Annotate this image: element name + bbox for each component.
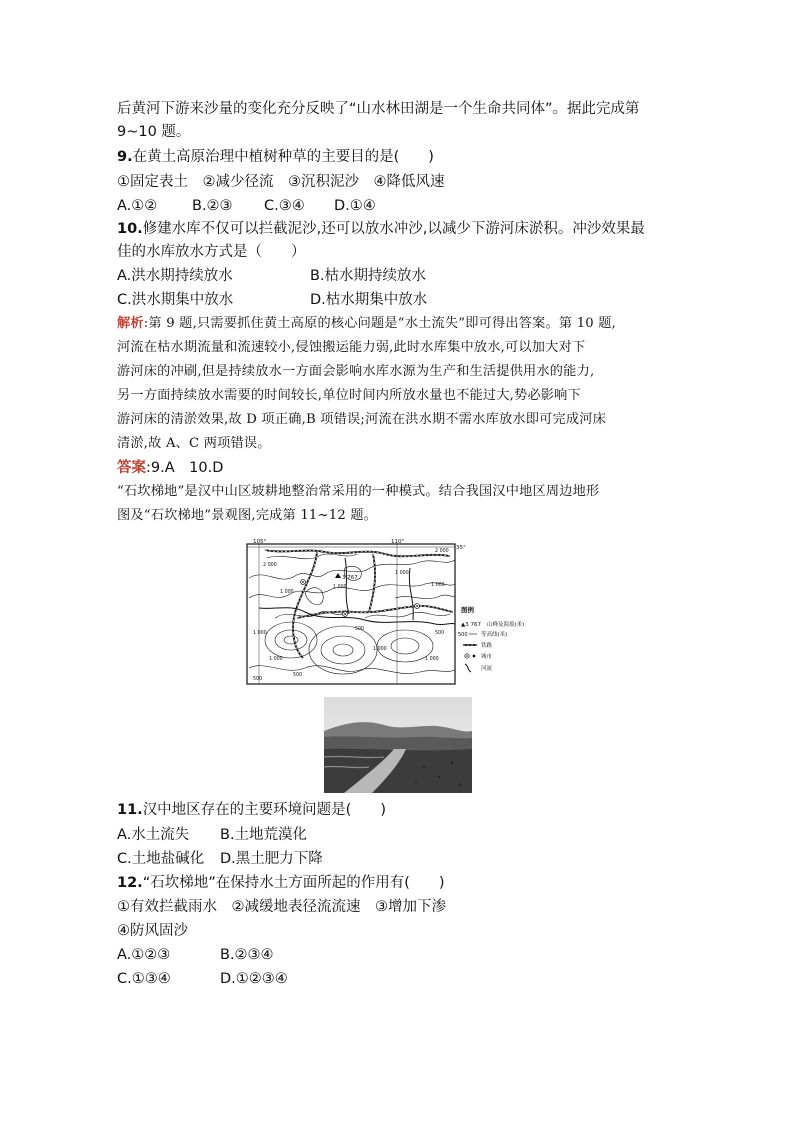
- analysis-label: 解析: [117, 316, 144, 331]
- analysis-line-2: 河流在枯水期流量和流速较小,侵蚀搬运能力弱,此时水库集中放水,可以加大对下: [117, 340, 586, 355]
- option-a: A.洪水期持续放水: [117, 268, 233, 284]
- legend-city: 城市: [481, 654, 493, 660]
- option-c: C.洪水期集中放水: [117, 292, 234, 308]
- question-9-items: ①固定表土 ②减少径流 ③沉积泥沙 ④降低风速: [117, 174, 445, 190]
- question-9-number: 9.: [117, 149, 133, 165]
- option-d: D.黑土肥力下降: [220, 851, 323, 867]
- legend-river-symbol: [465, 664, 471, 672]
- svg-text:2 000: 2 000: [435, 549, 449, 554]
- svg-text:1 000: 1 000: [395, 571, 409, 576]
- map-legend: [458, 605, 524, 672]
- option-d: D.①②③④: [220, 971, 288, 987]
- hanzhong-topographic-map: [245, 538, 525, 686]
- answer-text: :9.A 10.D: [146, 460, 224, 476]
- question-12: [117, 873, 445, 893]
- question-10-options-row-1: [117, 266, 426, 286]
- option-d: D.①④: [334, 198, 376, 214]
- question-9-options: [117, 196, 376, 216]
- legend-river: 河流: [481, 666, 493, 672]
- intro2-line-2: 图及“石坎梯地”景观图,完成第 11~12 题。: [117, 508, 378, 523]
- question-10-options-row-2: [117, 290, 427, 310]
- question-11: [117, 800, 386, 820]
- legend-symbol-contour: 500: [458, 632, 468, 638]
- question-10: [117, 219, 645, 239]
- legend-contour: 等高线(米): [481, 632, 508, 638]
- option-c: C.③④: [264, 198, 305, 214]
- option-a: A.①②: [117, 198, 158, 214]
- legend-railway: 铁路: [481, 643, 493, 649]
- question-12-options-row-1: [117, 945, 274, 965]
- option-b: B.②③: [192, 198, 233, 214]
- question-10-number: 10.: [117, 221, 143, 237]
- lat-label-35: 35°: [456, 545, 466, 551]
- terraced-field-photo: [324, 697, 472, 793]
- option-c: C.土地盐碱化: [117, 851, 205, 867]
- option-b: B.②③④: [220, 947, 274, 963]
- svg-text:1 000: 1 000: [280, 590, 294, 595]
- question-12-stem: “石坎梯地”在保持水土方面所起的作用有( ): [142, 875, 445, 891]
- analysis-line-1: [117, 314, 616, 334]
- intro2-line-1: “石坎梯地”是汉中山区坡耕地整治常采用的一种模式。结合我国汉中地区周边地形: [117, 484, 600, 499]
- legend-title: 图例: [461, 606, 474, 614]
- answer-label: 答案: [117, 460, 146, 476]
- answer-line: [117, 458, 223, 478]
- question-12-items-line-2: ④防风固沙: [117, 923, 188, 939]
- question-10-stem-line-1: 修建水库不仅可以拦截泥沙,还可以放水冲沙,以减少下游河床淤积。冲沙效果最: [142, 221, 645, 237]
- svg-text:1 000: 1 000: [253, 631, 267, 636]
- svg-text:1 000: 1 000: [373, 647, 387, 652]
- question-11-number: 11.: [117, 802, 143, 818]
- svg-text:500: 500: [435, 631, 445, 636]
- option-a: A.水土流失: [117, 827, 190, 843]
- intro-line-2: 9~10 题。: [117, 124, 191, 140]
- question-12-items-line-1: ①有效拦截雨水 ②减缓地表径流流速 ③增加下渗: [117, 899, 446, 915]
- svg-text:500: 500: [293, 673, 303, 678]
- question-11-options-row-1: [117, 825, 307, 845]
- svg-text:500: 500: [253, 677, 263, 682]
- question-12-number: 12.: [117, 875, 143, 891]
- option-b: B.枯水期持续放水: [310, 268, 427, 284]
- legend-symbol-peak: ▲3 767: [461, 622, 481, 628]
- question-9: [117, 147, 434, 167]
- svg-text:500: 500: [355, 627, 365, 632]
- analysis-text-1: :第 9 题,只需要抓住黄土高原的核心问题是“水土流失”即可得出答案。第 10 题,: [143, 316, 617, 331]
- question-10-stem-line-2: 佳的水库放水方式是（ ）: [117, 244, 306, 260]
- svg-text:1 000: 1 000: [333, 585, 347, 590]
- svg-text:1 000: 1 000: [269, 657, 283, 662]
- svg-text:1 000: 1 000: [425, 657, 439, 662]
- peak-label: 3 767: [342, 575, 358, 581]
- analysis-line-4: 另一方面持续放水需要的时间较长,单位时间内所放水量也不能过大,势必影响下: [117, 388, 581, 403]
- option-b: B.土地荒漠化: [220, 827, 308, 843]
- legend-peak: 山峰及海拔(米): [487, 622, 525, 628]
- svg-text:2 000: 2 000: [263, 563, 277, 568]
- option-c: C.①③④: [117, 971, 171, 987]
- question-11-options-row-2: [117, 849, 323, 869]
- analysis-line-5: 游河床的清淤效果,故 D 项正确,B 项错误;河流在洪水期不需水库放水即可完成河床: [117, 412, 607, 427]
- option-d: D.枯水期集中放水: [310, 292, 428, 308]
- analysis-line-6: 清淤,故 A、C 两项错误。: [117, 436, 271, 451]
- lon-label-105: 105°: [253, 539, 267, 545]
- question-9-stem: 在黄土高原治理中植树种草的主要目的是( ): [132, 149, 434, 165]
- question-12-options-row-2: [117, 969, 288, 989]
- intro-line-1: 后黄河下游来沙量的变化充分反映了“山水林田湖是一个生命共同体”。据此完成第: [117, 101, 640, 117]
- analysis-line-3: 游河床的冲刷,但是持续放水一方面会影响水库水源为生产和生活提供用水的能力,: [117, 364, 595, 379]
- question-11-stem: 汉中地区存在的主要环境问题是( ): [142, 802, 386, 818]
- svg-text:1 000: 1 000: [431, 583, 445, 588]
- lon-label-110: 110°: [391, 539, 405, 545]
- option-a: A.①②③: [117, 947, 171, 963]
